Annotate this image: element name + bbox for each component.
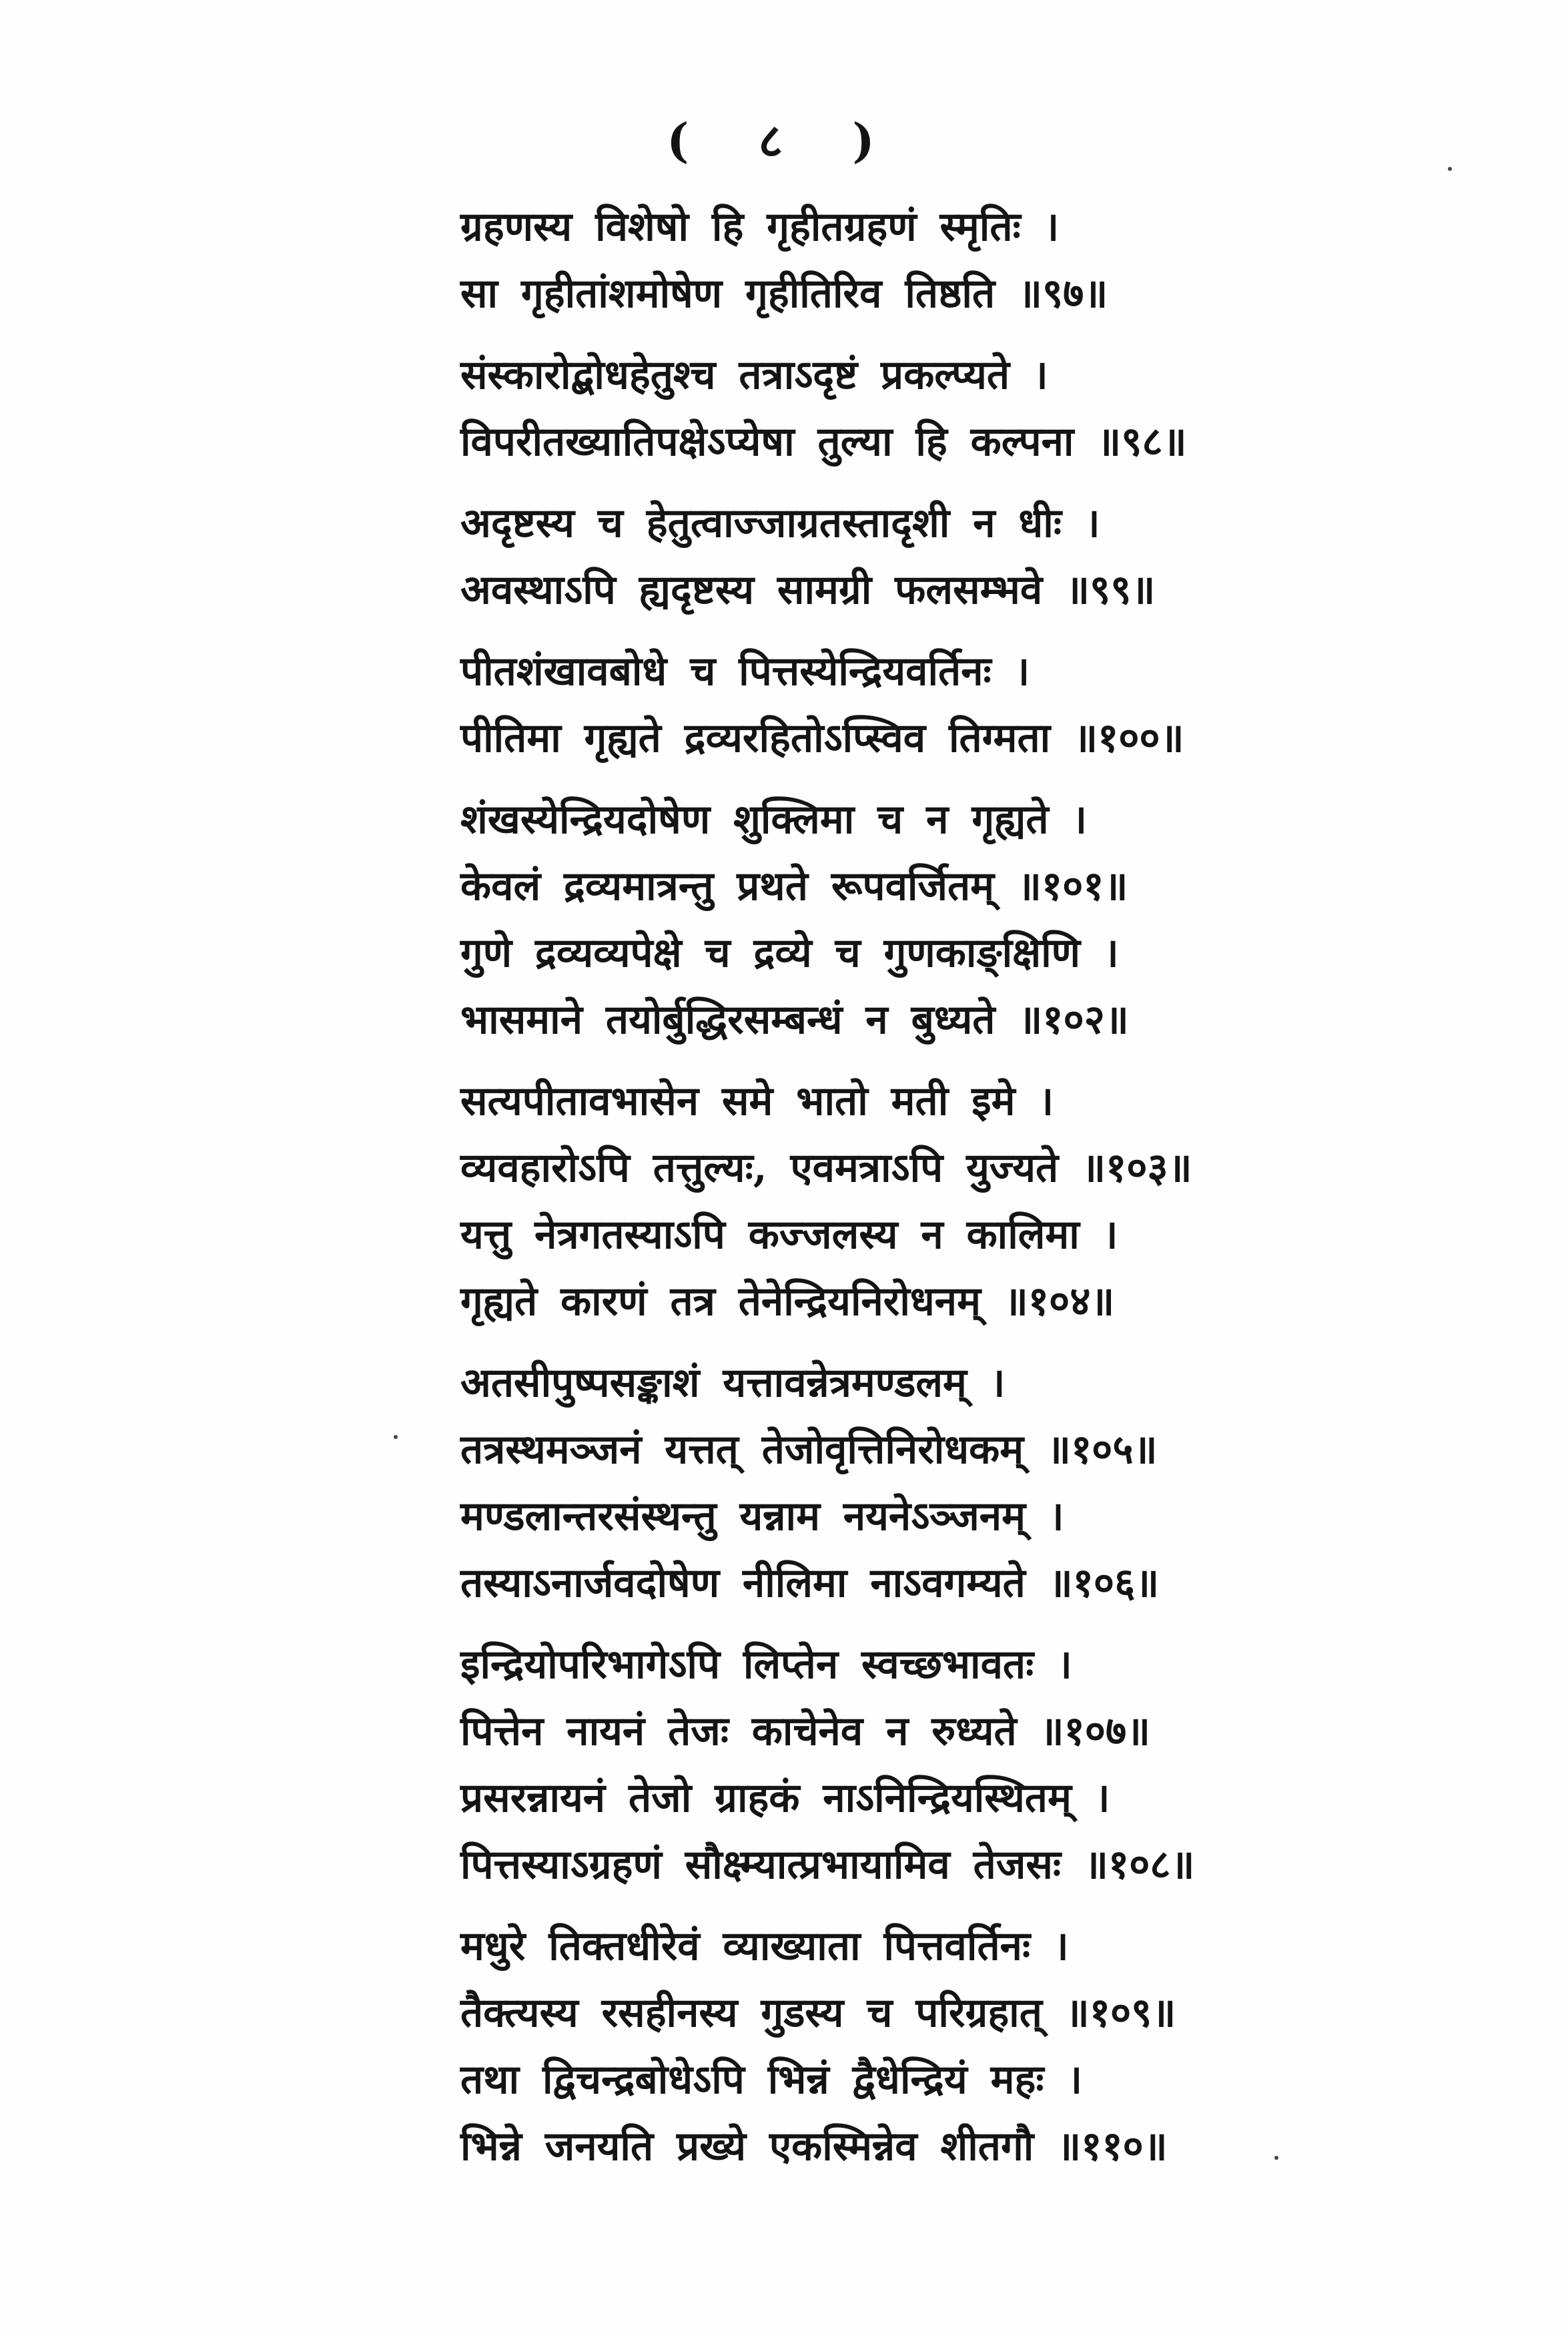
verse-group xyxy=(460,342,1555,475)
verse-line: अवस्थाऽपि ह्यदृष्टस्य सामग्री फलसम्भवे ॥९९॥ xyxy=(460,567,1156,613)
verse-block xyxy=(460,194,1555,2195)
verse-group xyxy=(460,194,1555,327)
verse-line: यत्तु नेत्रगतस्याऽपि कज्जलस्य न कालिमा । xyxy=(460,1211,1118,1258)
verse-line: अदृष्टस्य च हेतुत्वाज्जाग्रतस्तादृशी न धीः । xyxy=(460,500,1100,547)
verse-line: केवलं द्रव्यमात्रन्तु प्रथते रूपवर्जितम् ॥१०१॥ xyxy=(460,863,1128,910)
verse-line: सा गृहीतांशमोषेण गृहीतिरिव तिष्ठति ॥९७॥ xyxy=(460,270,1108,317)
verse-line: भासमाने तयोर्बुद्धिरसम्बन्धं न बुध्यते ॥१०२॥ xyxy=(460,996,1129,1043)
verse-line: अतसीपुष्पसङ्काशं यत्तावन्नेत्रमण्डलम् । xyxy=(460,1360,1006,1406)
verse-line: पित्तेन नायनं तेजः काचेनेव न रुध्यते ॥१०७॥ xyxy=(460,1708,1151,1755)
verse-line: गृह्यते कारणं तत्र तेनेन्द्रियनिरोधनम् ॥१०४॥ xyxy=(460,1278,1115,1325)
verse-line: गुणे द्रव्यव्यपेक्षे च द्रव्ये च गुणकाङ्क्षिणि । xyxy=(460,930,1119,976)
verse-line: भिन्ने जनयति प्रख्ये एकस्मिन्नेव शीतगौ ॥११०॥ xyxy=(460,2123,1168,2170)
verse-line: विपरीतख्यातिपक्षेऽप्येषा तुल्या हि कल्पना ॥९८॥ xyxy=(460,418,1187,465)
verse-line: सत्यपीतावभासेन समे भातो मती इमे । xyxy=(460,1078,1054,1125)
verse-line: तथा द्विचन्द्रबोधेऽपि भिन्नं द्वैधेन्द्रियं महः । xyxy=(460,2056,1083,2103)
verse-line: तस्याऽनार्जवदोषेण नीलिमा नाऽवगम्यते ॥१०६॥ xyxy=(460,1560,1160,1607)
verse-line: मधुरे तिक्तधीरेवं व्याख्याता पित्तवर्तिनः । xyxy=(460,1923,1069,1970)
verse-line: शंखस्येन्द्रियदोषेण शुक्लिमा च न गृह्यते । xyxy=(460,796,1088,843)
verse-group xyxy=(460,1631,1555,1898)
verse-line: संस्कारोद्बोधहेतुश्च तत्राऽदृष्टं प्रकल्प्यते । xyxy=(460,352,1048,398)
verse-line: तत्रस्थमञ्जनं यत्तत् तेजोवृत्तिनिरोधकम् ॥१०५॥ xyxy=(460,1426,1158,1473)
verse-line: मण्डलान्तरसंस्थन्तु यन्नाम नयनेऽञ्जनम् । xyxy=(460,1493,1064,1540)
verse-group xyxy=(460,1913,1555,2180)
verse-group xyxy=(460,1350,1555,1617)
verse-group xyxy=(460,638,1555,772)
scan-speck xyxy=(1448,167,1452,171)
verse-group xyxy=(460,1068,1555,1335)
verse-group xyxy=(460,490,1555,623)
verse-line: ग्रहणस्य विशेषो हि गृहीतग्रहणं स्मृतिः । xyxy=(460,204,1060,250)
scan-speck xyxy=(394,1435,398,1439)
verse-line: प्रसरन्नायनं तेजो ग्राहकं नाऽनिन्द्रियस्थितम् । xyxy=(460,1775,1110,1821)
verse-line: पीतशंखावबोधे च पित्तस्येन्द्रियवर्तिनः । xyxy=(460,648,1030,695)
verse-line: व्यवहारोऽपि तत्तुल्यः, एवमत्राऽपि युज्यते ॥१०३॥ xyxy=(460,1145,1192,1191)
verse-line: पित्तस्याऽग्रहणं सौक्ष्म्यात्प्रभायामिव तेजसः ॥१०८॥ xyxy=(460,1841,1195,1888)
scan-speck xyxy=(1274,2156,1278,2160)
verse-line: पीतिमा गृह्यते द्रव्यरहितोऽप्स्विव तिग्मता ॥१००॥ xyxy=(460,715,1184,762)
verse-line: इन्द्रियोपरिभागेऽपि लिप्तेन स्वच्छभावतः । xyxy=(460,1641,1072,1688)
page-number: ( ८ ) xyxy=(667,113,901,168)
verse-group xyxy=(460,786,1555,1053)
verse-line: तैक्त्यस्य रसहीनस्य गुडस्य च परिग्रहात् ॥१०९॥ xyxy=(460,1990,1176,2036)
